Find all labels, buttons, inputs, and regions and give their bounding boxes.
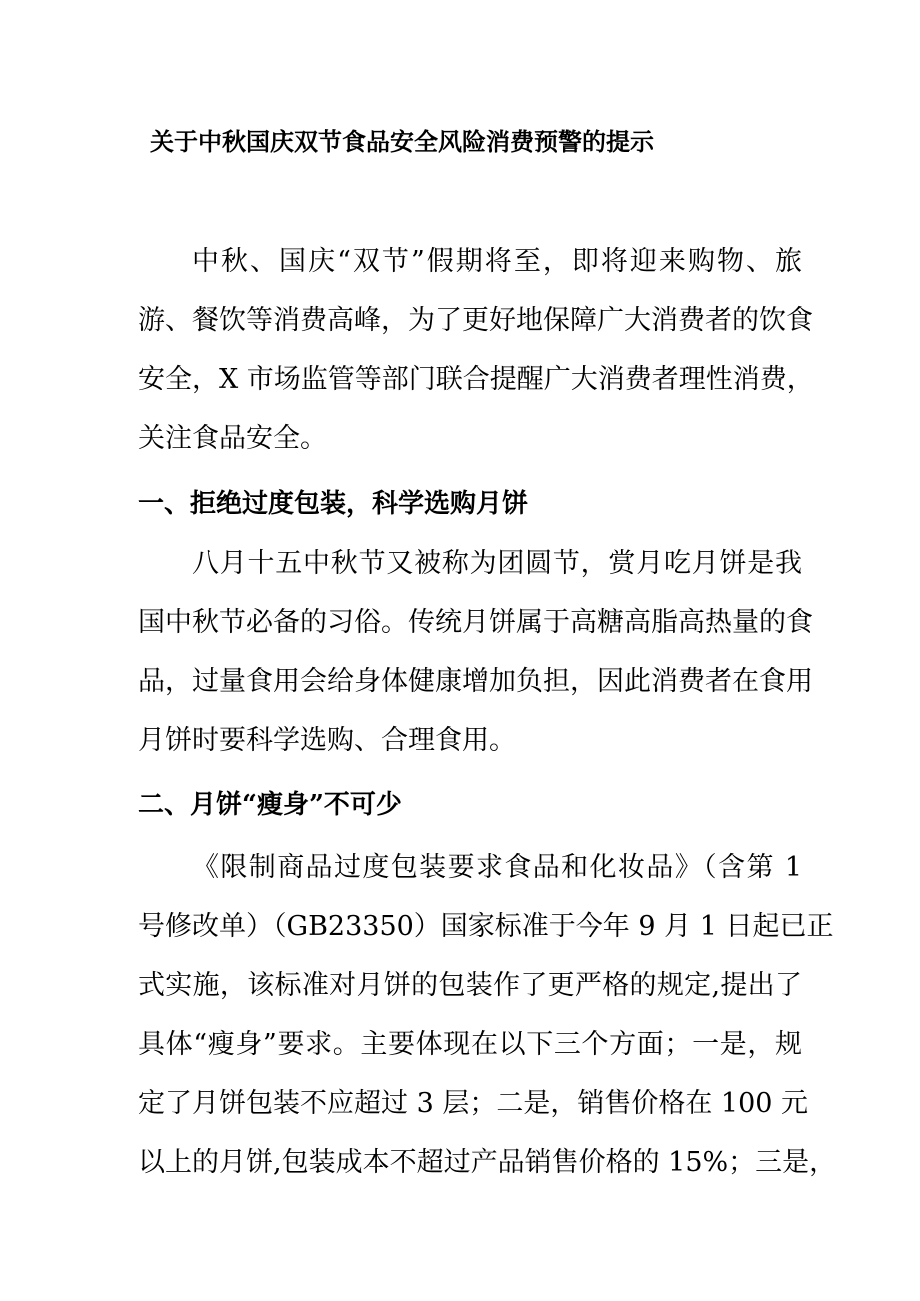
section2-line-2: 号修改单）（GB23350）国家标准于今年 9 月 1 日起已正: [138, 911, 834, 942]
section2-line-5: 定了月饼包装不应超过 3 层；二是，销售价格在 100 元: [138, 1088, 809, 1119]
section2-heading: 二、月饼“瘦身”不可少: [138, 790, 402, 820]
section1-line-2: 国中秋节必备的习俗。传统月饼属于高糖高脂高热量的食: [138, 607, 813, 638]
intro-line-3: 安全，X 市场监管等部门联合提醒广大消费者理性消费，: [138, 364, 814, 395]
section1-line-1: 八月十五中秋节又被称为团圆节，赏月吃月饼是我: [192, 548, 802, 579]
section2-line-6: 以上的月饼,包装成本不超过产品销售价格的 15%；三是，: [138, 1147, 837, 1178]
document-title: 关于中秋国庆双节食品安全风险消费预警的提示: [150, 127, 654, 156]
section2-line-4: 具体“瘦身”要求。主要体现在以下三个方面；一是，规: [138, 1029, 802, 1060]
section1-line-3: 品，过量食用会给身体健康增加负担，因此消费者在食用: [138, 666, 813, 697]
intro-line-2: 游、餐饮等消费高峰，为了更好地保障广大消费者的饮食: [138, 305, 813, 336]
section1-heading: 一、拒绝过度包装，科学选购月饼: [138, 489, 529, 519]
intro-line-1: 中秋、国庆“双节”假期将至，即将迎来购物、旅: [192, 246, 802, 277]
section1-line-4: 月饼时要科学选购、合理食用。: [138, 725, 516, 756]
section2-line-1: 《限制商品过度包装要求食品和化妆品》（含第 1: [192, 852, 802, 883]
intro-line-4: 关注食品安全。: [138, 423, 327, 454]
section2-line-3: 式实施，该标准对月饼的包装作了更严格的规定,提出了: [138, 970, 802, 1001]
